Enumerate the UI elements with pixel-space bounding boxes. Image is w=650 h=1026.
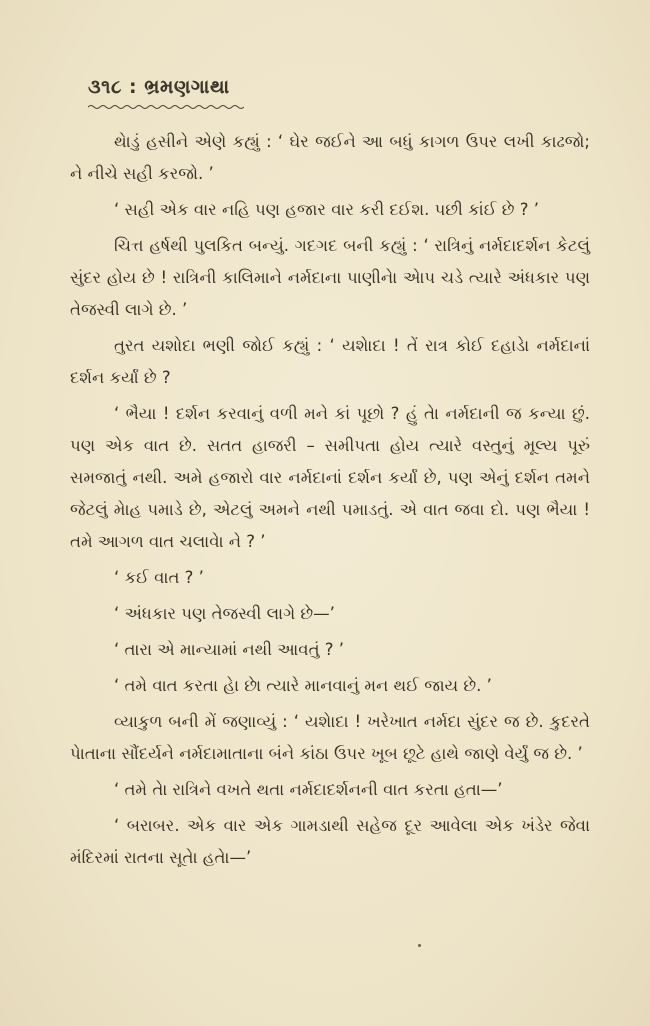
paragraph: ‘ તારા એ માન્યામાં નથી આવતું ? ’ [114,640,345,659]
paragraph: ‘ બરાબર. એક વાર એક ગામડાથી સહેજ દૂર આવેલા એક ખંડેર જેવા મંદિરમાં રાતના સૂતેા હતેા—’ [70,816,590,867]
paragraph: થેાડું હસીને એણે કહ્યું : ‘ ઘેર જઈને આ બધું કાગળ ઉપર લખી કાઢજો; ને નીચે સહી કરજો. ’ [70,132,590,183]
page-mark [418,944,421,947]
paragraph: ‘ તમે તેા રાત્રિને વખતે થતા નર્મદાદર્શનની વાત કરતા હતા—’ [114,780,503,799]
paragraph: ‘ અંધકાર પણ તેજસ્વી લાગે છે—’ [114,604,335,623]
page-body [70,126,590,878]
page-header: ૩૧૮ : ભ્રમણગાથા [88,76,230,98]
paragraph: ચિત્ત હર્ષથી પુલકિત બન્યું. ગદગદ બની કહ્યું : ‘ રાત્રિનું નર્મદાદર્શન કેટલું સુંદર હોય છે ! રાત્રિની કાલિમાને નર્મદાના પાણીનેા એાપ ચડે ત્યારે અંધકાર પણ તેજસ્વી લાગે છે. ’ [70,236,590,319]
paragraph: ‘ સહી એક વાર નહિ પણ હજાર વાર કરી દઈશ. પછી કાંઈ છે ? ’ [114,200,539,219]
paragraph: ‘ ભૈયા ! દર્શન કરવાનું વળી મને કાં પૂછો ? હું તેા નર્મદાની જ કન્યા છું. પણ એક વાત છે. સતત હાજરી – સમીપતા હોય ત્યારે વસ્તુનું મૂલ્ય પૂરું સમજાતું નથી. અમે હજારો વાર નર્મદાનાં દર્શન કર્યાં છે, પણ એનું દર્શન તમને જેટલું મેાહ પમાડે છે, એટલું અમને નથી પમાડતું. એ વાત જવા દો. પણ ભૈયા ! તમે આગળ વાત ચલાવેા ને ? ’ [70,404,590,551]
paragraph: તુરત યશોદા ભણી જોઈ કહ્યું : ‘ યશેાદા ! તેં રાત્ર કોઈ દહાડેા નર્મદાનાં દર્શન કર્યાં છે ? [70,336,590,387]
header-wavy-rule [88,104,244,110]
paragraph: વ્યાકુળ બની મેં જણાવ્યું : ‘ યશેાદા ! ખરેખાત નર્મદા સુંદર જ છે. કુદરતે પેાતાના સૌંદર્યને નર્મદામાતાના બંને કાંઠા ઉપર ખૂબ છૂટે હાથે જાણે વેર્યું જ છે. ’ [70,712,590,763]
paragraph: ‘ તમે વાત કરતા હેા છેા ત્યારે માનવાનું મન થઈ જાય છે. ’ [114,676,492,695]
paragraph: ‘ કઈ વાત ? ’ [114,568,204,587]
